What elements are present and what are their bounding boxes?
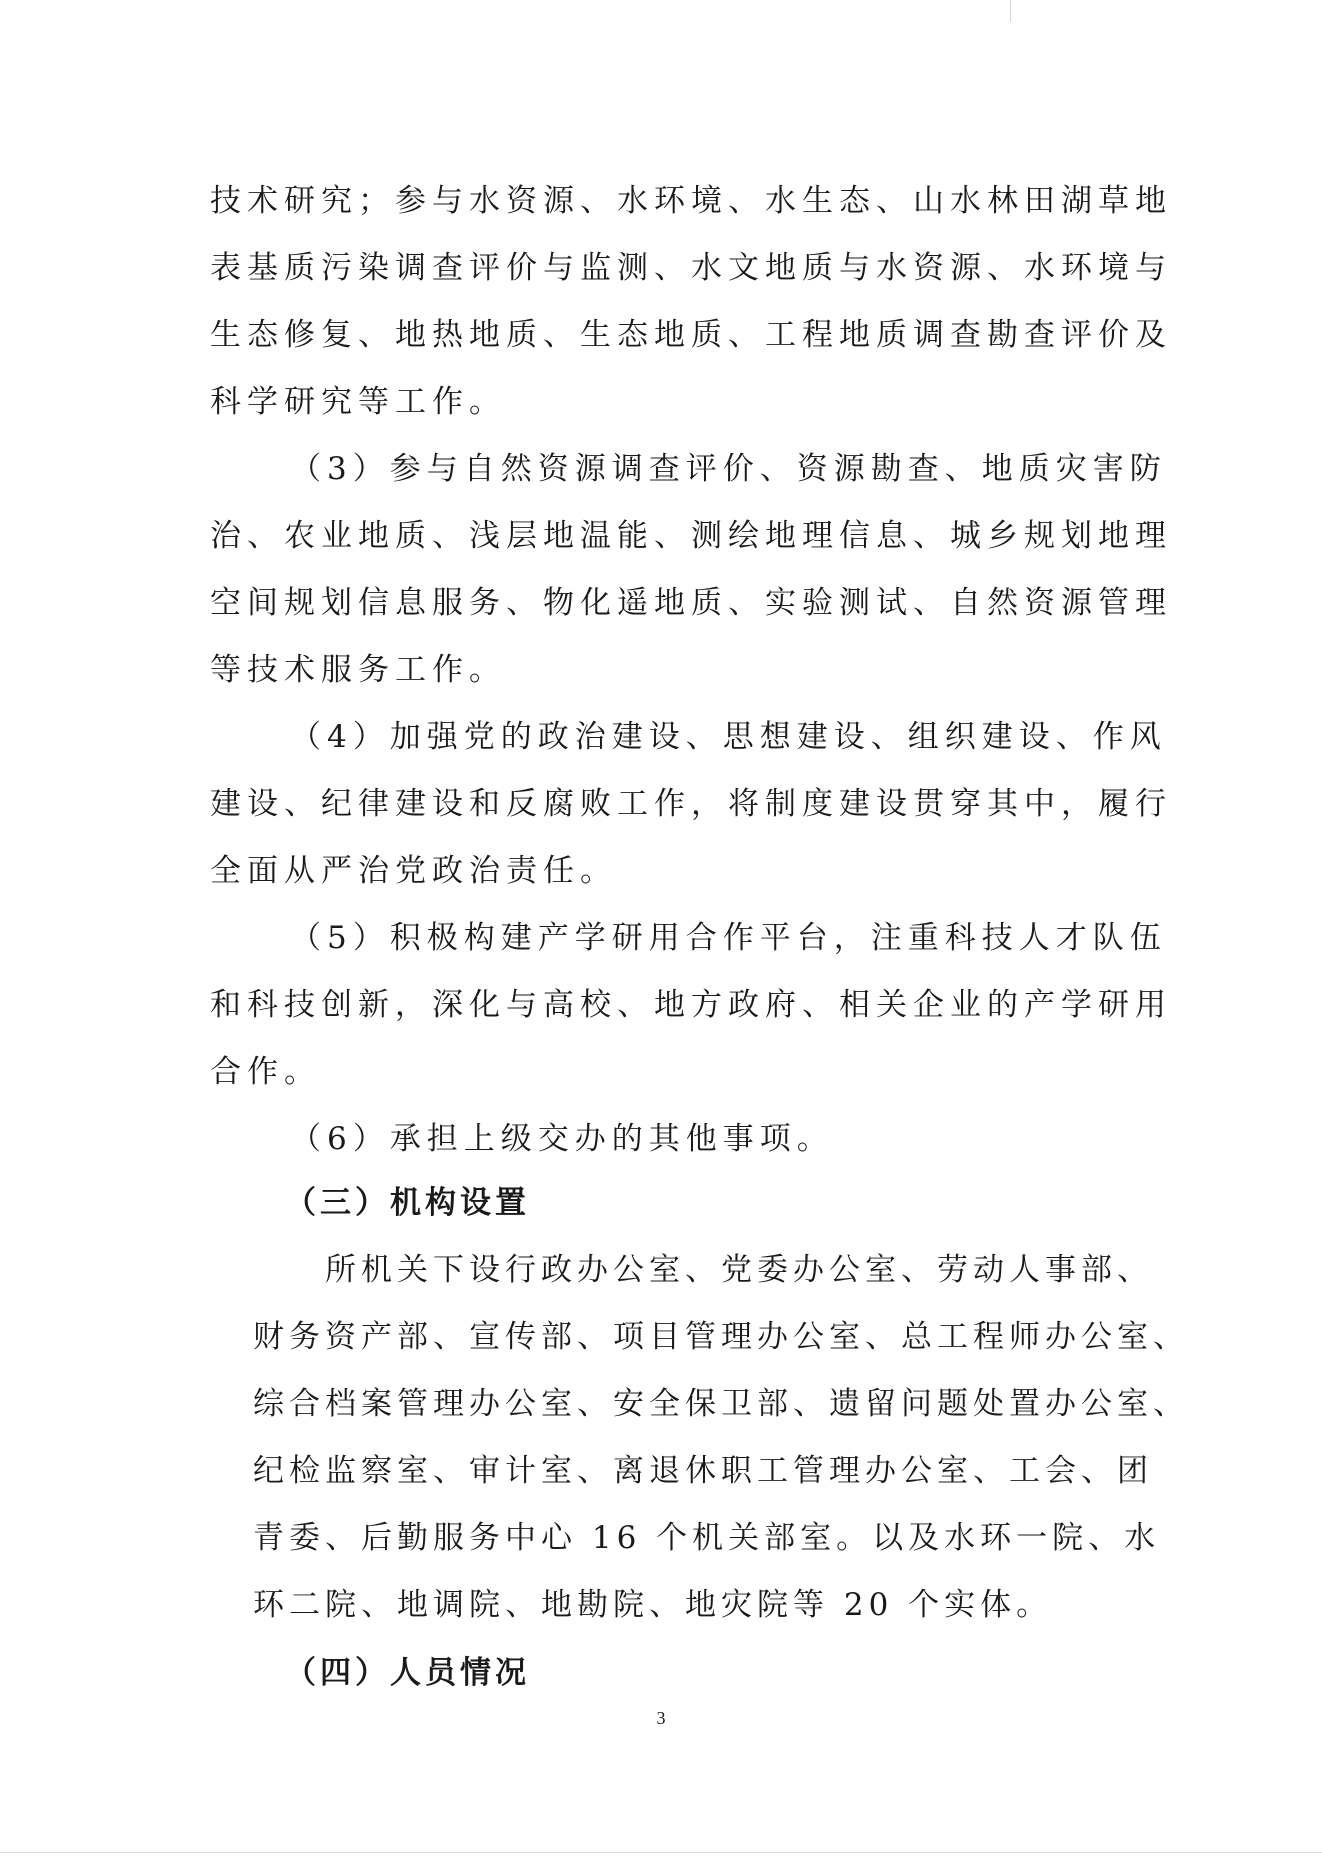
body-block-2 — [253, 1237, 1189, 1639]
paragraph-line: （6）承担上级交办的其他事项。 — [290, 1121, 834, 1157]
paragraph-line: 技术研究；参与水资源、水环境、水生态、山水林田湖草地 — [210, 183, 1172, 219]
page-number: 3 — [656, 1708, 666, 1728]
paragraph-line: 环二院、地调院、地勘院、地灾院等 20 个实体。 — [253, 1587, 1053, 1623]
paragraph-line: 治、农业地质、浅层地温能、测绘地理信息、城乡规划地理 — [210, 518, 1172, 554]
paragraph-line: 财务资产部、宣传部、项目管理办公室、总工程师办公室、 — [253, 1319, 1189, 1355]
paragraph-line: 科学研究等工作。 — [210, 384, 506, 420]
body-block-1 — [210, 168, 1172, 1173]
paragraph-line: 青委、后勤服务中心 16 个机关部室。以及水环一院、水 — [253, 1520, 1161, 1556]
paragraph-line: 综合档案管理办公室、安全保卫部、遗留问题处置办公室、 — [253, 1386, 1189, 1422]
paragraph-line: 表基质污染调查评价与监测、水文地质与水资源、水环境与 — [210, 250, 1172, 286]
paragraph-line: （5）积极构建产学研用合作平台，注重科技人才队伍 — [290, 920, 1167, 956]
paragraph-line: （4）加强党的政治建设、思想建设、组织建设、作风 — [290, 719, 1167, 755]
paragraph-line: 和科技创新，深化与高校、地方政府、相关企业的产学研用 — [210, 987, 1172, 1023]
paragraph-line: 等技术服务工作。 — [210, 652, 506, 688]
paragraph-line: 所机关下设行政办公室、党委办公室、劳动人事部、 — [325, 1252, 1153, 1288]
scan-bottom-edge — [0, 1852, 1322, 1853]
paragraph-line: （3）参与自然资源调查评价、资源勘查、地质灾害防 — [290, 451, 1167, 487]
section-heading-personnel: （四）人员情况 — [285, 1655, 530, 1691]
paragraph-line: 全面从严治党政治责任。 — [210, 853, 617, 889]
scan-margin-mark — [1010, 0, 1011, 22]
paragraph-line: 生态修复、地热地质、生态地质、工程地质调查勘查评价及 — [210, 317, 1172, 353]
paragraph-line: 纪检监察室、审计室、离退休职工管理办公室、工会、团 — [253, 1453, 1153, 1489]
paragraph-line: 合作。 — [210, 1054, 321, 1090]
paragraph-line: 建设、纪律建设和反腐败工作，将制度建设贯穿其中，履行 — [210, 786, 1172, 822]
section-heading-organization: （三）机构设置 — [285, 1185, 530, 1221]
paragraph-line: 空间规划信息服务、物化遥地质、实验测试、自然资源管理 — [210, 585, 1172, 621]
